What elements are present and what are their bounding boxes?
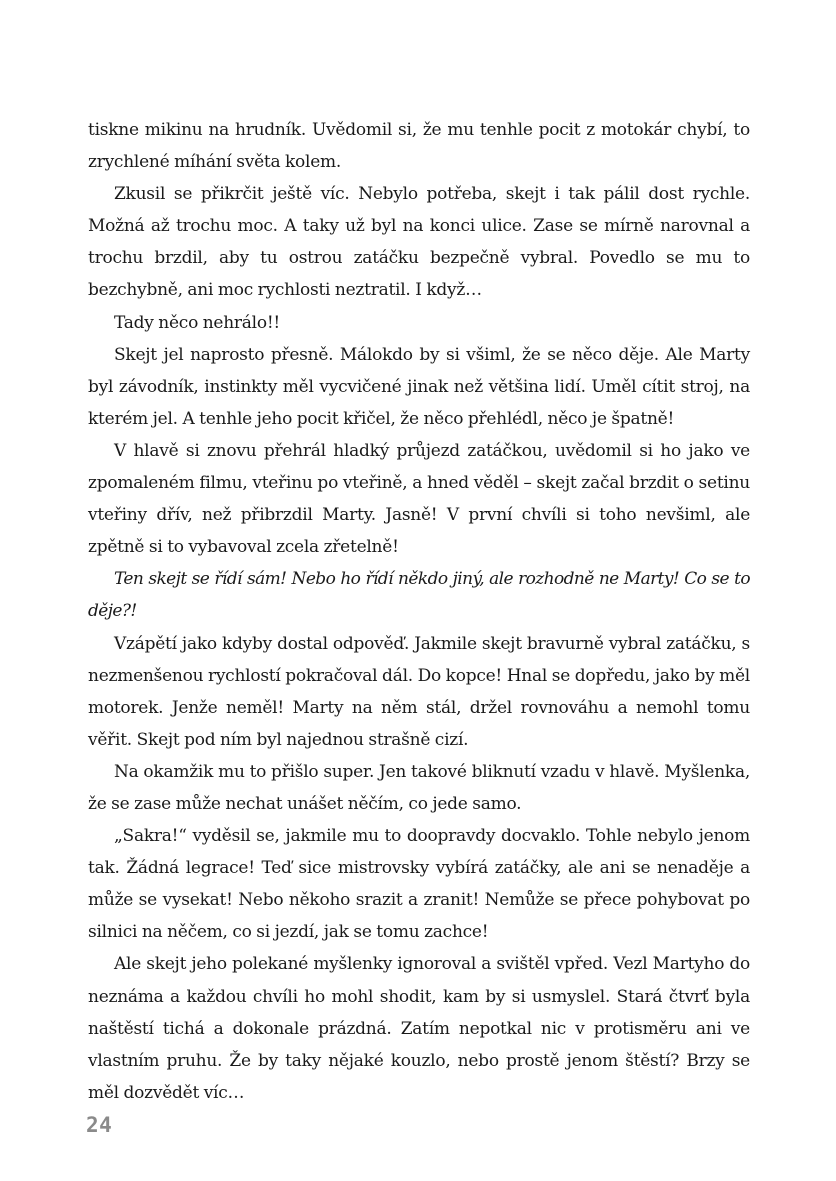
page-number: 24 bbox=[86, 1113, 113, 1137]
paragraph: Skejt jel naprosto přesně. Málokdo by si všiml, že se něco děje. Ale Marty byl závodník, instinkty měl vycvičené jinak než většina lidí. Uměl cítit stroj, na kterém jel. A tenhle jeho pocit křičel, že něco přehlédl, něco je špatně! bbox=[88, 344, 750, 429]
paragraph: Na okamžik mu to přišlo super. Jen takové bliknutí vzadu v hlavě. Myšlenka, že se zase může nechat unášet něčím, co jede samo. bbox=[88, 761, 750, 814]
paragraph: „Sakra!“ vyděsil se, jakmile mu to doopravdy docvaklo. Tohle nebylo jenom tak. Žádná legrace! Teď sice mistrovsky vybírá zatáčky, ale ani se nenaděje a může se vysekat! Nebo někoho srazit a zranit! Nemůže se přece pohybovat po silnici na něčem, co si jezdí, jak se tomu zachce! bbox=[88, 826, 750, 943]
paragraph: V hlavě si znovu přehrál hladký průjezd zatáčkou, uvědomil si ho jako ve zpomaleném filmu, vteřinu po vteřině, a hned věděl – skejt začal brzdit o setinu vteřiny dřív, než přibrzdil Marty. Jasně! V první chvíli si toho nevšiml, ale zpětně si to vybavoval zcela zřetelně! bbox=[88, 440, 750, 558]
paragraph: Tady něco nehrálo!! bbox=[114, 312, 281, 333]
paragraph: Zkusil se přikrčit ještě víc. Nebylo potřeba, skejt i tak pálil dost rychle. Možná až trochu moc. A taky už byl na konci ulice. Zase se mírně narovnal a trochu brzdil, aby tu ostrou zatáčku bezpečně vybral. Povedlo se mu to bezchybně, ani moc rychlosti neztratil. I když… bbox=[88, 184, 750, 301]
italic-thought-paragraph: Ten skejt se řídí sám! Nebo ho řídí někdo jiný, ale rozhodně ne Marty! Co se to děje?! bbox=[88, 569, 750, 622]
page-body bbox=[88, 114, 750, 1109]
paragraph: Vzápětí jako kdyby dostal odpověď. Jakmile skejt bravurně vybral zatáčku, s nezmenšenou rychlostí pokračoval dál. Do kopce! Hnal se dopředu, jako by měl motorek. Jenže neměl! Marty na něm stál, držel rovnováhu a nemohl tomu věřit. Skejt pod ním byl najednou strašně cizí. bbox=[88, 633, 750, 750]
paragraph: tiskne mikinu na hrudník. Uvědomil si, že mu tenhle pocit z motokár chybí, to zrychlené míhání světa kolem. bbox=[88, 120, 750, 173]
paragraph: Ale skejt jeho polekané myšlenky ignoroval a svištěl vpřed. Vezl Martyho do neznáma a každou chvíli ho mohl shodit, kam by si usmyslel. Stará čtvrť byla naštěstí tichá a dokonale prázdná. Zatím nepotkal nic v protisměru ani ve vlastním pruhu. Že by taky nějaké kouzlo, nebo prostě jenom štěstí? Brzy se měl dozvědět víc… bbox=[88, 954, 750, 1103]
